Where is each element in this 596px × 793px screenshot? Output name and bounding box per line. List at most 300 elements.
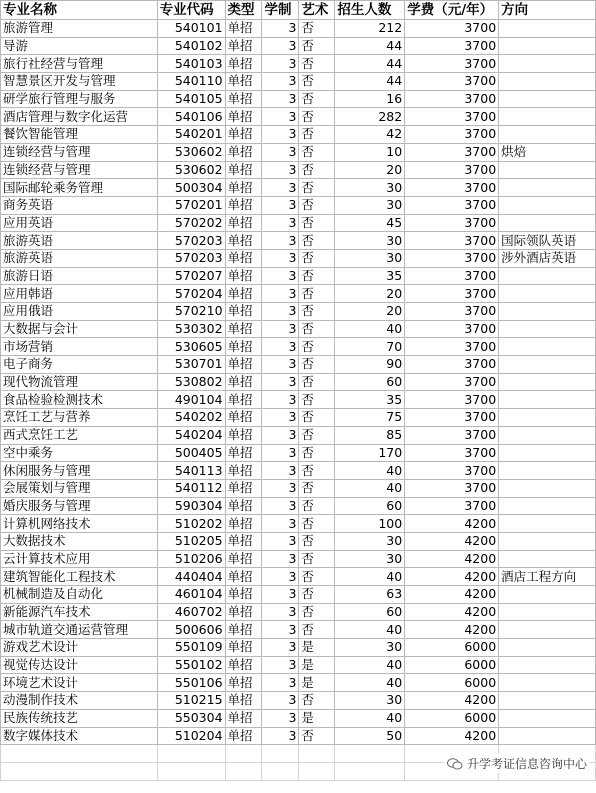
table-row bbox=[1, 709, 596, 727]
cell-major-code: 540110 bbox=[157, 73, 225, 91]
cell-art: 否 bbox=[299, 692, 335, 710]
cell-major-code: 540103 bbox=[157, 55, 225, 73]
cell-direction bbox=[499, 55, 596, 73]
cell-direction bbox=[499, 37, 596, 55]
cell-major-code: 540202 bbox=[157, 409, 225, 427]
cell-art: 否 bbox=[299, 515, 335, 533]
cell-direction bbox=[499, 444, 596, 462]
cell-direction bbox=[499, 285, 596, 303]
cell-tuition: 6000 bbox=[405, 656, 499, 674]
cell-direction: 涉外酒店英语 bbox=[499, 249, 596, 267]
cell-major-name: 旅游英语 bbox=[1, 249, 158, 267]
cell-enrollment: 30 bbox=[335, 196, 405, 214]
table-row bbox=[1, 73, 596, 91]
cell-enrollment: 60 bbox=[335, 373, 405, 391]
cell-enrollment: 40 bbox=[335, 462, 405, 480]
cell-tuition: 3700 bbox=[405, 73, 499, 91]
cell-major-code: 440404 bbox=[157, 568, 225, 586]
table-row bbox=[1, 320, 596, 338]
cell-type: 单招 bbox=[225, 214, 262, 232]
table-row bbox=[1, 479, 596, 497]
cell-type: 单招 bbox=[225, 515, 262, 533]
cell-major-name: 旅游日语 bbox=[1, 267, 158, 285]
cell-tuition: 3700 bbox=[405, 444, 499, 462]
cell-tuition: 4200 bbox=[405, 515, 499, 533]
cell-enrollment: 170 bbox=[335, 444, 405, 462]
cell-duration: 3 bbox=[262, 426, 299, 444]
cell-enrollment: 30 bbox=[335, 532, 405, 550]
cell-duration: 3 bbox=[262, 409, 299, 427]
cell-major-code: 500405 bbox=[157, 444, 225, 462]
cell-art: 否 bbox=[299, 320, 335, 338]
cell-major-code: 590304 bbox=[157, 497, 225, 515]
cell-tuition: 4200 bbox=[405, 532, 499, 550]
cell-type: 单招 bbox=[225, 550, 262, 568]
cell-duration: 3 bbox=[262, 515, 299, 533]
cell-direction bbox=[499, 267, 596, 285]
cell-direction bbox=[499, 639, 596, 657]
cell-duration: 3 bbox=[262, 586, 299, 604]
cell-major-code: 510202 bbox=[157, 515, 225, 533]
cell-major-code: 570203 bbox=[157, 232, 225, 250]
cell-major-name: 应用俄语 bbox=[1, 303, 158, 321]
cell-type: 单招 bbox=[225, 73, 262, 91]
cell-art: 否 bbox=[299, 90, 335, 108]
cell-art: 否 bbox=[299, 727, 335, 745]
table-row bbox=[1, 338, 596, 356]
cell-enrollment: 20 bbox=[335, 161, 405, 179]
cell-type: 单招 bbox=[225, 639, 262, 657]
cell-art: 否 bbox=[299, 73, 335, 91]
table-row bbox=[1, 603, 596, 621]
empty-cell bbox=[335, 745, 405, 763]
cell-enrollment: 30 bbox=[335, 550, 405, 568]
cell-type: 单招 bbox=[225, 373, 262, 391]
empty-cell bbox=[1, 762, 158, 780]
cell-duration: 3 bbox=[262, 143, 299, 161]
cell-tuition: 3700 bbox=[405, 497, 499, 515]
cell-duration: 3 bbox=[262, 568, 299, 586]
table-row bbox=[1, 196, 596, 214]
cell-enrollment: 20 bbox=[335, 303, 405, 321]
table-row bbox=[1, 409, 596, 427]
cell-duration: 3 bbox=[262, 727, 299, 745]
cell-major-code: 550304 bbox=[157, 709, 225, 727]
empty-cell bbox=[335, 762, 405, 780]
cell-type: 单招 bbox=[225, 303, 262, 321]
table-row bbox=[1, 621, 596, 639]
cell-major-code: 530302 bbox=[157, 320, 225, 338]
cell-enrollment: 50 bbox=[335, 727, 405, 745]
cell-major-code: 530602 bbox=[157, 161, 225, 179]
cell-duration: 3 bbox=[262, 37, 299, 55]
cell-art: 否 bbox=[299, 126, 335, 144]
cell-major-code: 510215 bbox=[157, 692, 225, 710]
cell-major-name: 国际邮轮乘务管理 bbox=[1, 179, 158, 197]
cell-enrollment: 44 bbox=[335, 73, 405, 91]
cell-duration: 3 bbox=[262, 462, 299, 480]
header-tuition: 学费（元/年） bbox=[405, 1, 499, 20]
table-row bbox=[1, 515, 596, 533]
cell-major-name: 机械制造及自动化 bbox=[1, 586, 158, 604]
header-art: 艺术 bbox=[299, 1, 335, 20]
cell-major-name: 导游 bbox=[1, 37, 158, 55]
table-row bbox=[1, 55, 596, 73]
cell-type: 单招 bbox=[225, 179, 262, 197]
cell-direction bbox=[499, 709, 596, 727]
cell-major-code: 490104 bbox=[157, 391, 225, 409]
cell-tuition: 3700 bbox=[405, 320, 499, 338]
cell-tuition: 4200 bbox=[405, 586, 499, 604]
cell-type: 单招 bbox=[225, 37, 262, 55]
cell-art: 否 bbox=[299, 550, 335, 568]
header-enrollment: 招生人数 bbox=[335, 1, 405, 20]
cell-tuition: 3700 bbox=[405, 373, 499, 391]
table-row bbox=[1, 126, 596, 144]
cell-major-code: 460702 bbox=[157, 603, 225, 621]
cell-enrollment: 70 bbox=[335, 338, 405, 356]
cell-duration: 3 bbox=[262, 303, 299, 321]
cell-major-name: 电子商务 bbox=[1, 356, 158, 374]
cell-major-code: 540112 bbox=[157, 479, 225, 497]
cell-direction bbox=[499, 621, 596, 639]
cell-enrollment: 63 bbox=[335, 586, 405, 604]
cell-tuition: 3700 bbox=[405, 232, 499, 250]
cell-major-name: 计算机网络技术 bbox=[1, 515, 158, 533]
cell-direction bbox=[499, 692, 596, 710]
cell-major-name: 数字媒体技术 bbox=[1, 727, 158, 745]
cell-major-name: 酒店管理与数字化运营 bbox=[1, 108, 158, 126]
empty-cell bbox=[225, 745, 262, 763]
cell-type: 单招 bbox=[225, 444, 262, 462]
cell-major-name: 智慧景区开发与管理 bbox=[1, 73, 158, 91]
cell-duration: 3 bbox=[262, 214, 299, 232]
cell-art: 否 bbox=[299, 568, 335, 586]
cell-type: 单招 bbox=[225, 356, 262, 374]
cell-art: 否 bbox=[299, 603, 335, 621]
cell-tuition: 3700 bbox=[405, 249, 499, 267]
empty-cell bbox=[299, 762, 335, 780]
cell-major-code: 540101 bbox=[157, 20, 225, 38]
cell-tuition: 3700 bbox=[405, 426, 499, 444]
cell-tuition: 4200 bbox=[405, 603, 499, 621]
cell-major-name: 民族传统技艺 bbox=[1, 709, 158, 727]
cell-tuition: 3700 bbox=[405, 55, 499, 73]
cell-major-code: 530802 bbox=[157, 373, 225, 391]
header-duration: 学制 bbox=[262, 1, 299, 20]
cell-direction bbox=[499, 73, 596, 91]
cell-duration: 3 bbox=[262, 285, 299, 303]
table-row bbox=[1, 497, 596, 515]
cell-type: 单招 bbox=[225, 603, 262, 621]
cell-duration: 3 bbox=[262, 320, 299, 338]
cell-enrollment: 85 bbox=[335, 426, 405, 444]
cell-direction bbox=[499, 497, 596, 515]
cell-type: 单招 bbox=[225, 320, 262, 338]
cell-major-code: 550109 bbox=[157, 639, 225, 657]
table-row bbox=[1, 267, 596, 285]
wechat-icon bbox=[447, 758, 463, 770]
cell-art: 否 bbox=[299, 303, 335, 321]
cell-type: 单招 bbox=[225, 161, 262, 179]
cell-tuition: 3700 bbox=[405, 267, 499, 285]
cell-duration: 3 bbox=[262, 73, 299, 91]
cell-tuition: 3700 bbox=[405, 462, 499, 480]
table-row bbox=[1, 373, 596, 391]
cell-major-name: 动漫制作技术 bbox=[1, 692, 158, 710]
cell-art: 否 bbox=[299, 532, 335, 550]
cell-tuition: 4200 bbox=[405, 727, 499, 745]
cell-type: 单招 bbox=[225, 479, 262, 497]
cell-art: 否 bbox=[299, 55, 335, 73]
cell-major-name: 环境艺术设计 bbox=[1, 674, 158, 692]
table-row bbox=[1, 90, 596, 108]
cell-direction bbox=[499, 479, 596, 497]
cell-major-name: 新能源汽车技术 bbox=[1, 603, 158, 621]
cell-type: 单招 bbox=[225, 285, 262, 303]
cell-enrollment: 282 bbox=[335, 108, 405, 126]
table-row bbox=[1, 179, 596, 197]
cell-art: 否 bbox=[299, 409, 335, 427]
cell-direction bbox=[499, 161, 596, 179]
cell-enrollment: 90 bbox=[335, 356, 405, 374]
cell-major-code: 460104 bbox=[157, 586, 225, 604]
cell-direction bbox=[499, 356, 596, 374]
cell-major-name: 城市轨道交通运营管理 bbox=[1, 621, 158, 639]
cell-enrollment: 212 bbox=[335, 20, 405, 38]
cell-type: 单招 bbox=[225, 409, 262, 427]
header-type: 类型 bbox=[225, 1, 262, 20]
table-row bbox=[1, 214, 596, 232]
cell-direction bbox=[499, 320, 596, 338]
cell-enrollment: 40 bbox=[335, 621, 405, 639]
cell-tuition: 4200 bbox=[405, 568, 499, 586]
table-row bbox=[1, 586, 596, 604]
cell-tuition: 3700 bbox=[405, 143, 499, 161]
cell-tuition: 3700 bbox=[405, 285, 499, 303]
cell-enrollment: 30 bbox=[335, 232, 405, 250]
cell-duration: 3 bbox=[262, 249, 299, 267]
empty-cell bbox=[157, 745, 225, 763]
cell-major-name: 商务英语 bbox=[1, 196, 158, 214]
table-row bbox=[1, 161, 596, 179]
cell-duration: 3 bbox=[262, 497, 299, 515]
cell-direction bbox=[499, 532, 596, 550]
cell-type: 单招 bbox=[225, 462, 262, 480]
table-row bbox=[1, 426, 596, 444]
cell-type: 单招 bbox=[225, 126, 262, 144]
cell-major-code: 540113 bbox=[157, 462, 225, 480]
cell-enrollment: 30 bbox=[335, 692, 405, 710]
cell-enrollment: 100 bbox=[335, 515, 405, 533]
cell-duration: 3 bbox=[262, 356, 299, 374]
table-row bbox=[1, 303, 596, 321]
cell-major-code: 570201 bbox=[157, 196, 225, 214]
table-row bbox=[1, 143, 596, 161]
cell-direction bbox=[499, 373, 596, 391]
cell-duration: 3 bbox=[262, 391, 299, 409]
cell-major-code: 500304 bbox=[157, 179, 225, 197]
table-row bbox=[1, 232, 596, 250]
cell-tuition: 3700 bbox=[405, 356, 499, 374]
cell-duration: 3 bbox=[262, 108, 299, 126]
cell-enrollment: 16 bbox=[335, 90, 405, 108]
cell-enrollment: 40 bbox=[335, 568, 405, 586]
cell-direction bbox=[499, 727, 596, 745]
cell-major-code: 540102 bbox=[157, 37, 225, 55]
table-row bbox=[1, 249, 596, 267]
cell-art: 否 bbox=[299, 37, 335, 55]
cell-enrollment: 40 bbox=[335, 656, 405, 674]
cell-major-name: 旅行社经营与管理 bbox=[1, 55, 158, 73]
watermark bbox=[444, 754, 590, 773]
cell-major-name: 大数据与会计 bbox=[1, 320, 158, 338]
cell-enrollment: 30 bbox=[335, 639, 405, 657]
cell-major-name: 应用韩语 bbox=[1, 285, 158, 303]
cell-enrollment: 35 bbox=[335, 267, 405, 285]
cell-direction bbox=[499, 586, 596, 604]
cell-major-code: 570202 bbox=[157, 214, 225, 232]
table-row bbox=[1, 532, 596, 550]
cell-tuition: 3700 bbox=[405, 37, 499, 55]
cell-tuition: 3700 bbox=[405, 303, 499, 321]
cell-major-code: 570207 bbox=[157, 267, 225, 285]
header-direction: 方向 bbox=[499, 1, 596, 20]
cell-enrollment: 60 bbox=[335, 497, 405, 515]
cell-direction bbox=[499, 515, 596, 533]
cell-major-name: 市场营销 bbox=[1, 338, 158, 356]
cell-art: 否 bbox=[299, 232, 335, 250]
cell-art: 否 bbox=[299, 373, 335, 391]
table-row bbox=[1, 568, 596, 586]
cell-major-code: 570203 bbox=[157, 249, 225, 267]
cell-major-name: 休闲服务与管理 bbox=[1, 462, 158, 480]
table-row bbox=[1, 356, 596, 374]
cell-major-name: 烹饪工艺与营养 bbox=[1, 409, 158, 427]
cell-art: 否 bbox=[299, 426, 335, 444]
cell-art: 是 bbox=[299, 656, 335, 674]
cell-major-code: 510206 bbox=[157, 550, 225, 568]
table-row bbox=[1, 692, 596, 710]
empty-cell bbox=[225, 762, 262, 780]
cell-type: 单招 bbox=[225, 55, 262, 73]
cell-major-name: 会展策划与管理 bbox=[1, 479, 158, 497]
cell-direction bbox=[499, 338, 596, 356]
empty-cell bbox=[262, 745, 299, 763]
cell-enrollment: 20 bbox=[335, 285, 405, 303]
cell-direction bbox=[499, 196, 596, 214]
cell-enrollment: 42 bbox=[335, 126, 405, 144]
table-row bbox=[1, 391, 596, 409]
header-major-name: 专业名称 bbox=[1, 1, 158, 20]
cell-enrollment: 10 bbox=[335, 143, 405, 161]
cell-tuition: 3700 bbox=[405, 20, 499, 38]
cell-major-code: 540105 bbox=[157, 90, 225, 108]
cell-duration: 3 bbox=[262, 709, 299, 727]
cell-tuition: 3700 bbox=[405, 108, 499, 126]
cell-major-name: 空中乘务 bbox=[1, 444, 158, 462]
cell-art: 否 bbox=[299, 479, 335, 497]
cell-art: 否 bbox=[299, 20, 335, 38]
cell-type: 单招 bbox=[225, 232, 262, 250]
cell-art: 否 bbox=[299, 108, 335, 126]
table-row bbox=[1, 108, 596, 126]
cell-major-name: 旅游管理 bbox=[1, 20, 158, 38]
cell-major-code: 570204 bbox=[157, 285, 225, 303]
cell-direction bbox=[499, 214, 596, 232]
cell-tuition: 3700 bbox=[405, 90, 499, 108]
cell-direction bbox=[499, 179, 596, 197]
cell-tuition: 3700 bbox=[405, 196, 499, 214]
cell-tuition: 3700 bbox=[405, 338, 499, 356]
empty-cell bbox=[299, 745, 335, 763]
empty-cell bbox=[157, 762, 225, 780]
cell-major-name: 西式烹饪工艺 bbox=[1, 426, 158, 444]
cell-duration: 3 bbox=[262, 621, 299, 639]
cell-enrollment: 40 bbox=[335, 674, 405, 692]
cell-duration: 3 bbox=[262, 603, 299, 621]
cell-duration: 3 bbox=[262, 373, 299, 391]
cell-direction bbox=[499, 126, 596, 144]
cell-direction bbox=[499, 550, 596, 568]
cell-art: 否 bbox=[299, 497, 335, 515]
table-row bbox=[1, 462, 596, 480]
cell-tuition: 4200 bbox=[405, 621, 499, 639]
cell-duration: 3 bbox=[262, 656, 299, 674]
cell-art: 否 bbox=[299, 586, 335, 604]
header-major-code: 专业代码 bbox=[157, 1, 225, 20]
cell-art: 否 bbox=[299, 338, 335, 356]
cell-type: 单招 bbox=[225, 338, 262, 356]
cell-duration: 3 bbox=[262, 267, 299, 285]
cell-major-code: 530602 bbox=[157, 143, 225, 161]
cell-art: 否 bbox=[299, 621, 335, 639]
table-row bbox=[1, 37, 596, 55]
cell-direction bbox=[499, 462, 596, 480]
cell-art: 否 bbox=[299, 267, 335, 285]
cell-major-code: 540204 bbox=[157, 426, 225, 444]
cell-major-name: 应用英语 bbox=[1, 214, 158, 232]
table-row bbox=[1, 20, 596, 38]
cell-tuition: 3700 bbox=[405, 161, 499, 179]
cell-direction bbox=[499, 391, 596, 409]
cell-direction bbox=[499, 409, 596, 427]
cell-type: 单招 bbox=[225, 90, 262, 108]
cell-duration: 3 bbox=[262, 338, 299, 356]
cell-duration: 3 bbox=[262, 90, 299, 108]
cell-major-name: 大数据技术 bbox=[1, 532, 158, 550]
cell-type: 单招 bbox=[225, 497, 262, 515]
cell-enrollment: 44 bbox=[335, 37, 405, 55]
cell-type: 单招 bbox=[225, 692, 262, 710]
cell-major-name: 云计算技术应用 bbox=[1, 550, 158, 568]
cell-major-name: 婚庆服务与管理 bbox=[1, 497, 158, 515]
cell-type: 单招 bbox=[225, 727, 262, 745]
cell-major-code: 530701 bbox=[157, 356, 225, 374]
cell-duration: 3 bbox=[262, 532, 299, 550]
cell-art: 否 bbox=[299, 249, 335, 267]
cell-tuition: 3700 bbox=[405, 479, 499, 497]
cell-enrollment: 30 bbox=[335, 179, 405, 197]
cell-art: 否 bbox=[299, 196, 335, 214]
cell-duration: 3 bbox=[262, 20, 299, 38]
cell-art: 否 bbox=[299, 214, 335, 232]
table-row bbox=[1, 656, 596, 674]
cell-type: 单招 bbox=[225, 249, 262, 267]
table-row bbox=[1, 674, 596, 692]
cell-major-code: 540201 bbox=[157, 126, 225, 144]
cell-tuition: 3700 bbox=[405, 391, 499, 409]
